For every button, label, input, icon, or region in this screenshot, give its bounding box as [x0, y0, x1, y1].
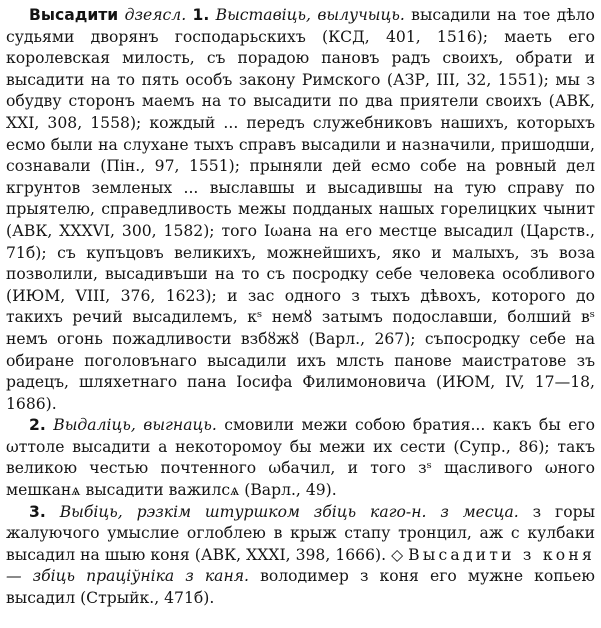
sense-citations: смовили межи собою братия... какъ бы его ωттоле высадити а некоторомоу бы межи их сести (Супр., 86); такъ великою честью почтенного ωбачил, и того зˢ щасливого ωного мешканѧ высадити важилсѧ (Варл., 49). [6, 416, 595, 500]
phrase-citation: володимер з коня его мужне копьею высадил (Стрыйк., 471б). [6, 567, 595, 608]
headword: Высадити [29, 6, 119, 24]
entry-sense-1 [6, 5, 595, 415]
sense-number: 1. [192, 6, 210, 24]
entry-sense-3 [6, 502, 595, 610]
sense-citations: з горы жалуючого умыслие оглоблею в крыж стапу тронцил, аж с кулбаки высадил на шыю коня (АВК, XXXI, 398, 1666). [6, 502, 596, 564]
phrase-gloss: — збіць праціўніка з каня. [6, 567, 250, 586]
sense-gloss: Выдаліць, выгнаць. [53, 416, 217, 435]
phrase-headword: Высадити з коня [408, 545, 595, 564]
sense-gloss: Выбіць, рэзкім штуршком збіць каго-н. з месца. [59, 502, 519, 521]
entry-sense-2 [6, 415, 595, 501]
sense-gloss: Выставіць, вылучыць. [215, 6, 405, 24]
phrase-marker-icon: ◇ [391, 545, 404, 564]
sense-number: 2. [29, 416, 46, 435]
part-of-speech: дзеясл. [124, 6, 187, 24]
sense-number: 3. [29, 502, 46, 521]
sense-citations: высадили на тое дѣло судьями дворянъ господарьскихъ (КСД, 401, 1516); маеть его королевская милость, съ порадою пановъ радъ своихъ, обрати и высадити на то пять особъ закону Римского (АЗР, III, 32, 1551); мы з обудву сторонъ маемъ на то высадити по два приятели своихъ (АВК, XXI, 308, 1558); кождый ... передъ служебниковъ нашихъ, которыхъ есмо были на слухане тыхъ справъ высадили и назначили, пришодши, сознавали (Пін., 97, 1551); прыняли дей есмо собе на ровный дел кгрунтов земленых ... выславшы и высадившы на тую справу по прыятелю, справедливость межы подданых нашых горелицких чынит (АВК, XXXVI, 300, 1582); того Іωана на его местце высадил (Царств., 71б); съ купъцовъ великихъ, можнейшихъ, яко и малыхъ, зъ воза позволили, высадивъши на то съ посродку себе человека особливого (ИЮМ, VIII, 376, 1623); и зас одного з тыхъ дѣвохъ, которого до такихъ речий высадилемъ, кˢ немȣ затымъ подославши, болший вˢ немъ огонь пожадливости взбȣжȣ (Варл., 267); съпосродку себе на обиране поголовънаго высадили ихъ млсть панове маистратове зъ радецъ, шляхетнаго пана Іосифа Филимоновича (ИЮМ, IV, 17—18, 1686). [6, 6, 595, 413]
